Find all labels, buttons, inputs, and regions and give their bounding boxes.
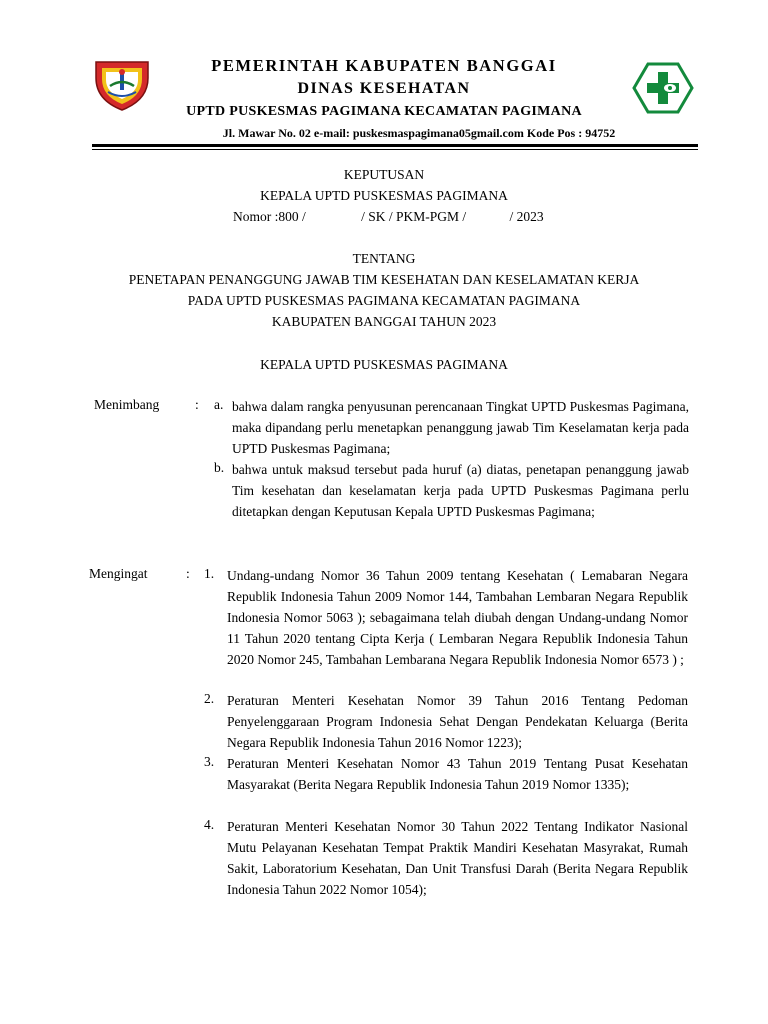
decree-title-line-1: PENETAPAN PENANGGUNG JAWAB TIM KESEHATAN DAN KESELAMATAN KERJA: [128, 272, 640, 287]
decree-number: [233, 209, 544, 225]
decree-issuer-heading: KEPALA UPTD PUSKESMAS PAGIMANA: [260, 357, 508, 372]
health-cross-logo-icon: [632, 62, 694, 114]
about-label: TENTANG: [352, 251, 416, 266]
decree-number-middle: / SK / PKM-PGM /: [361, 209, 467, 224]
letterhead-address: Jl. Mawar No. 02 e-mail: puskesmaspagimana05gmail.com Kode Pos : 94752: [222, 126, 616, 140]
mengingat-item-4: Peraturan Menteri Kesehatan Nomor 30 Tahun 2022 Tentang Indikator Nasional Mutu Pelayanan Kesehatan Tempat Praktik Mandiri Kesehatan Masyrakat, Rumah Sakit, Laboratorium Kesehatan, Dan Unit Transfusi Darah (Berita Negara Republik Indonesia Tahun 2022 Nomor 1054);: [227, 819, 688, 897]
mengingat-label: Mengingat: [89, 566, 148, 581]
menimbang-item-a: bahwa dalam rangka penyusunan perencanaan Tingkat UPTD Puskesmas Pagimana, maka dipandang perlu menetapkan penanggung jawab Tim Keselamatan kerja pada UPTD Puskesmas Pagimana;: [232, 399, 689, 456]
menimbang-marker-a: a.: [214, 397, 224, 412]
mengingat-marker-1: 1.: [204, 566, 215, 581]
mengingat-marker-3: 3.: [204, 754, 215, 769]
letterhead-rule-thick: [92, 144, 698, 147]
decree-number-suffix: / 2023: [509, 209, 544, 224]
decree-issuer: KEPALA UPTD PUSKESMAS PAGIMANA: [260, 188, 508, 203]
decree-number-prefix: Nomor :800 /: [233, 209, 306, 224]
mengingat-marker-4: 4.: [204, 817, 215, 832]
menimbang-label: Menimbang: [94, 397, 160, 412]
mengingat-item-3: Peraturan Menteri Kesehatan Nomor 43 Tahun 2019 Tentang Pusat Kesehatan Masyarakat (Berita Negara Republik Indonesia Tahun 2019 Nomor 1335);: [227, 756, 688, 792]
menimbang-marker-b: b.: [214, 460, 225, 475]
decree-title-line-2: PADA UPTD PUSKESMAS PAGIMANA KECAMATAN PAGIMANA: [187, 293, 581, 308]
letterhead: [0, 0, 768, 150]
menimbang-item-b: bahwa untuk maksud tersebut pada huruf (a) diatas, penetapan penanggung jawab Tim kesehatan dan keselamatan kerja pada UPTD Puskesmas Pagimana perlu ditetapkan dengan Keputusan Kepala UPTD Puskesmas Pagimana;: [232, 462, 689, 519]
decree-type: KEPUTUSAN: [343, 167, 425, 182]
mengingat-item-1: Undang-undang Nomor 36 Tahun 2009 tentang Kesehatan ( Lemabaran Negara Republik Indonesia Tahun 2009 Nomor 144, Tambahan Lembaran Negara Republik Indonesia Nomor 5063 ); sebagaimana telah diubah dengan Undang-undang Nomor 11 Tahun 2020 tentang Cipta Kerja ( Lembaran Negara Republik Indonesia Tahun 2020 Nomor 245, Tambahan Lembarana Negara Republik Indonesia Nomor 6573 ) ;: [227, 568, 688, 667]
mengingat-colon: :: [186, 566, 190, 581]
letterhead-unit: UPTD PUSKESMAS PAGIMANA KECAMATAN PAGIMANA: [186, 104, 582, 119]
decree-title-line-3: KABUPATEN BANGGAI TAHUN 2023: [271, 314, 497, 329]
mengingat-marker-2: 2.: [204, 691, 215, 706]
menimbang-colon: :: [195, 397, 199, 412]
mengingat-item-2: Peraturan Menteri Kesehatan Nomor 39 Tahun 2016 Tentang Pedoman Penyelenggaraan Program Indonesia Sehat Dengan Pendekatan Keluarga (Berita Negara Republik Indonesia Tahun 2016 Nomor 1223);: [227, 693, 688, 750]
letterhead-rule-thin: [92, 149, 698, 150]
letterhead-agency: DINAS KESEHATAN: [297, 80, 471, 97]
letterhead-government: PEMERINTAH KABUPATEN BANGGAI: [211, 56, 557, 75]
